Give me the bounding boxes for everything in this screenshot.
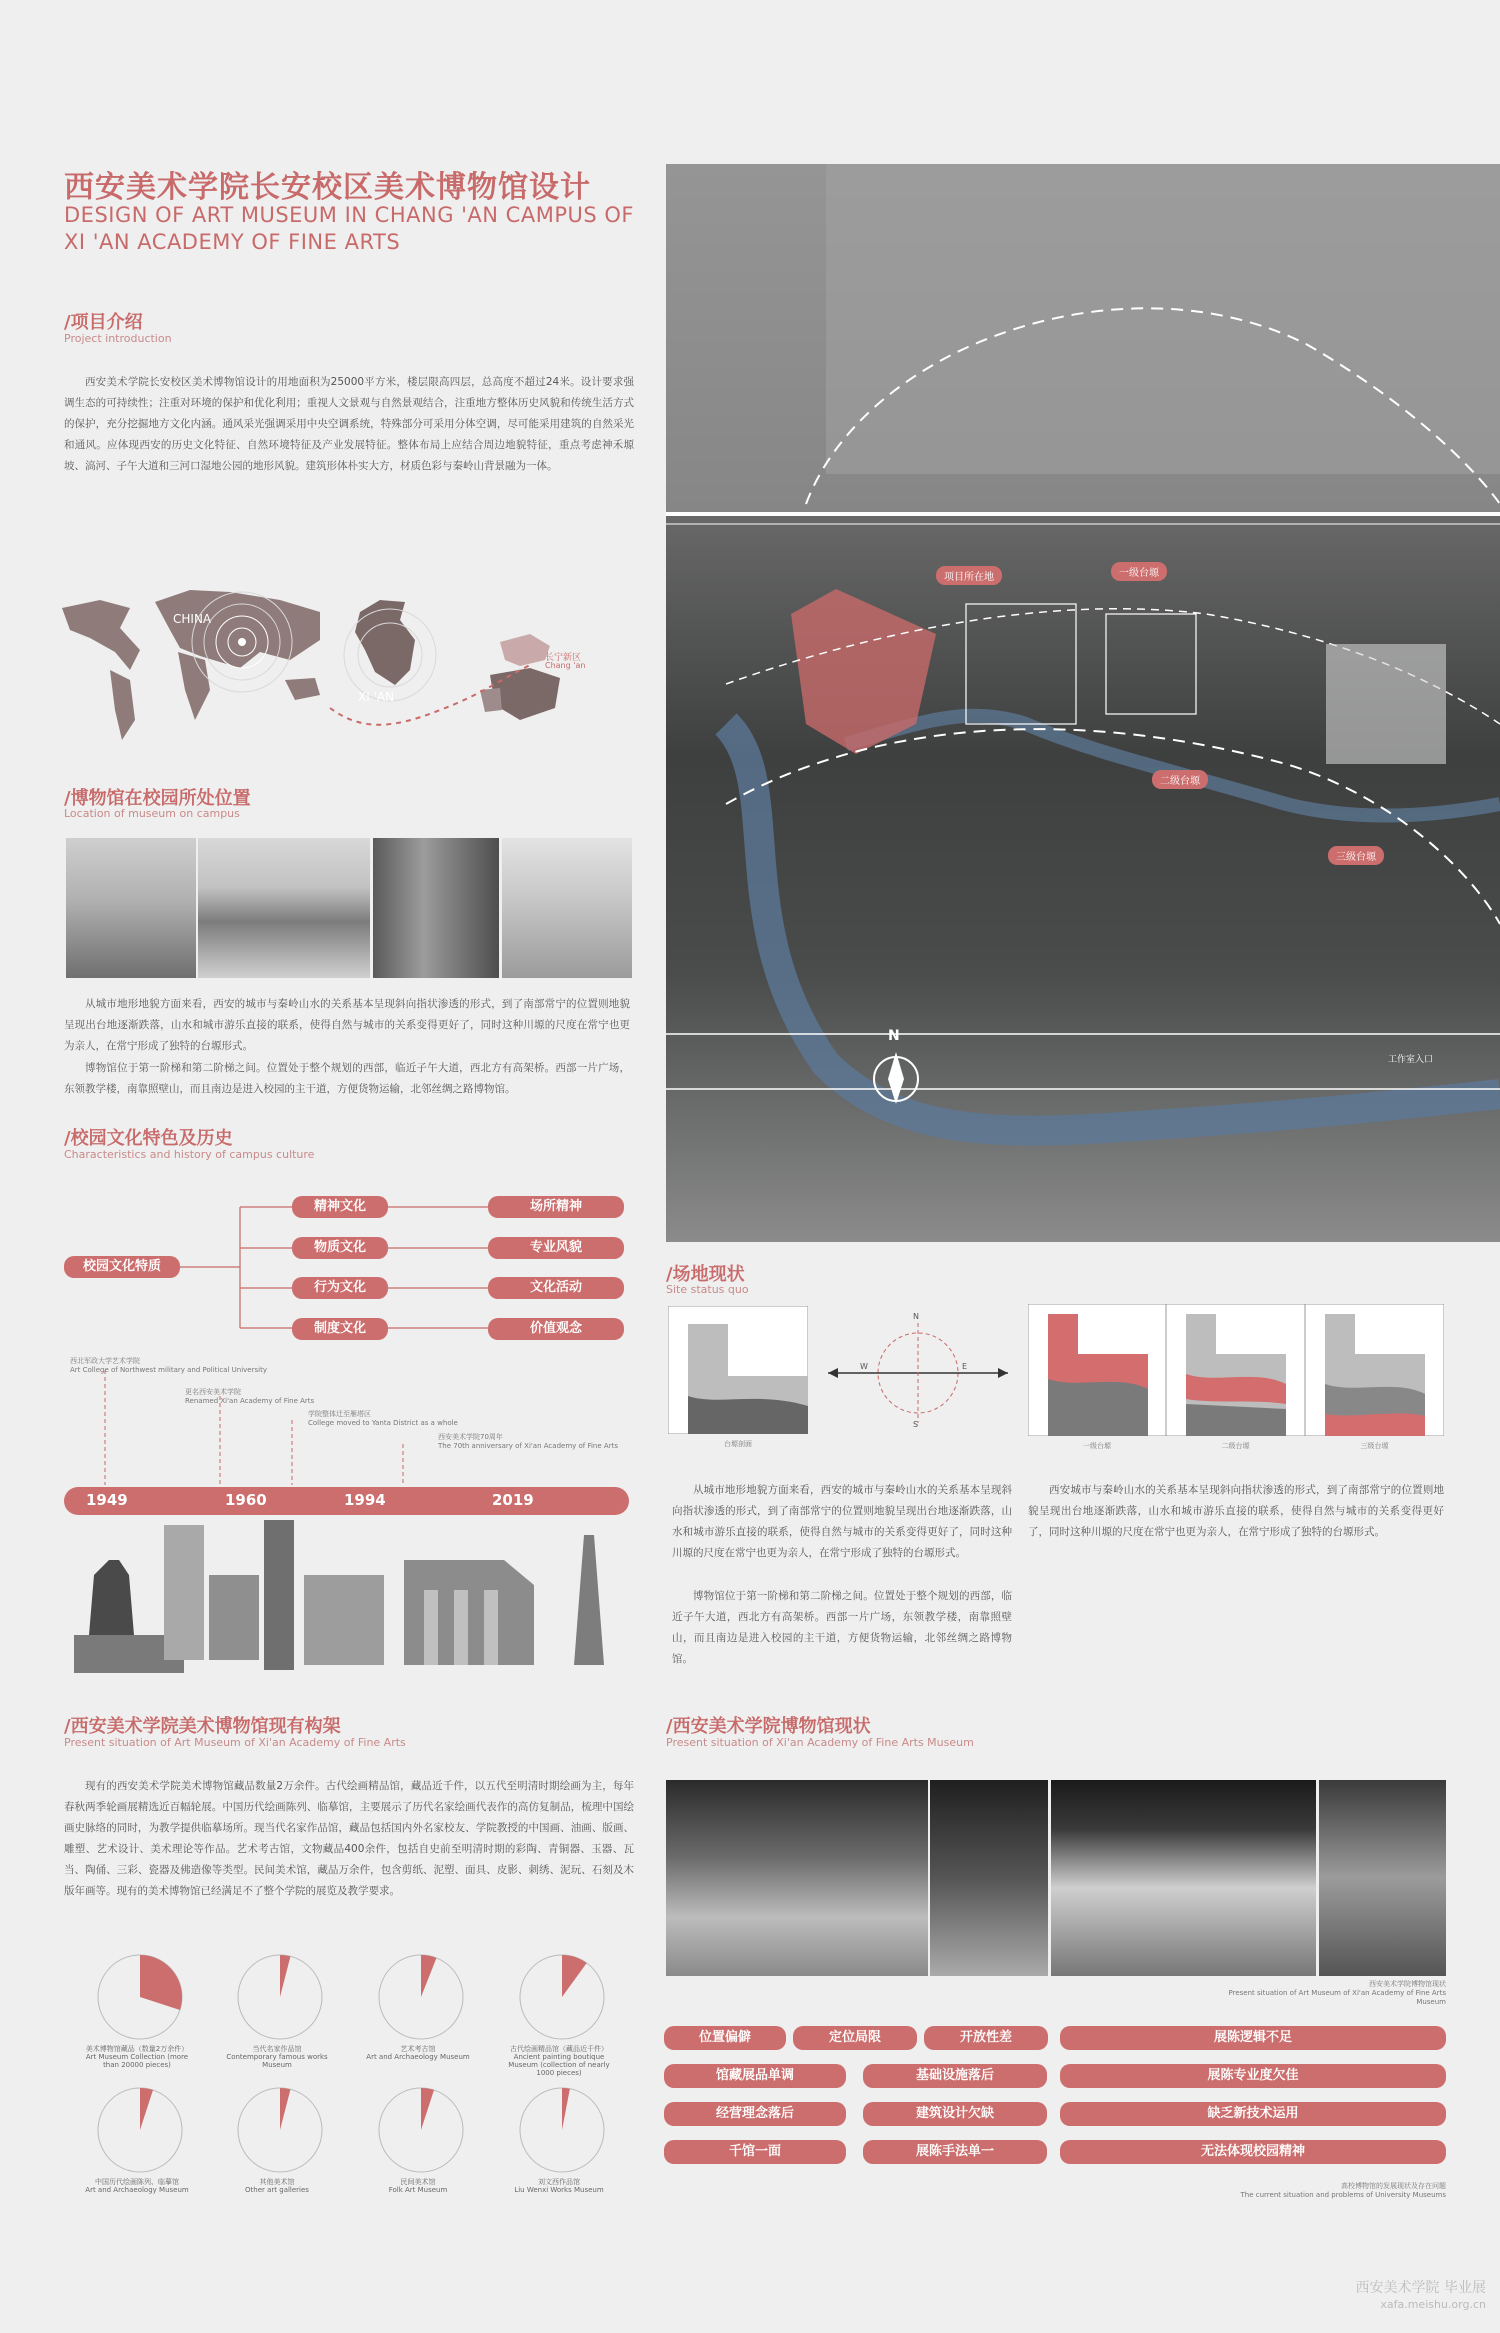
culture-left-3: 制度文化 — [292, 1318, 388, 1340]
problem-1-2: 定位局限 — [793, 2026, 917, 2050]
pie-slice-7 — [562, 2088, 570, 2130]
collection-heading: /西安美术学院美术博物馆现有构架 — [64, 1716, 341, 1737]
map-label-china: CHINA — [173, 612, 212, 626]
page-title-en-2: XI 'AN ACADEMY OF FINE ARTS — [64, 230, 401, 254]
site-cap-right-0: 一级台塬 — [1083, 1442, 1111, 1450]
pie-caption-6-cn: 民间美术馆 — [400, 2178, 436, 2186]
site-text-right: 西安城市与秦岭山水的关系基本呈现斜向指状渗透的形式，到了南部常宁的位置则地貌呈现出台地逐渐跌落，山水和城市游乐直接的联系，使得自然与城市的关系变得更好了，同时这种川塬的尺度在常宁也更为亲人，在常宁形成了独特的台塬形式。 — [1028, 1484, 1444, 1538]
intro-heading: /项目介绍 — [64, 312, 143, 333]
status-photo-3 — [1051, 1780, 1316, 1976]
status-photo-caption — [1210, 1980, 1446, 2007]
compass-n: N — [913, 1312, 919, 1321]
pie-caption-1-cn: 当代名家作品馆 — [252, 2045, 302, 2053]
problem-2-2: 基础设施落后 — [863, 2064, 1047, 2088]
pie-caption-1 — [217, 2045, 337, 2069]
problem-1-3: 开放性差 — [924, 2026, 1048, 2050]
pie-caption-2 — [358, 2045, 478, 2061]
pie-caption-2-en: Art and Archaeology Museum — [366, 2053, 470, 2061]
site-section-left — [668, 1306, 808, 1434]
site-text-left: 从城市地形地貌方面来看，西安的城市与秦岭山水的关系基本呈现斜向指状渗透的形式，到了南部常宁的位置则地貌呈现出台地逐渐跌落，山水和城市游乐直接的联系，使得自然与城市的关系变得更好了，同时这种川塬的尺度在常宁也更为亲人，在常宁形成了独特的台塬形式。 — [672, 1484, 1012, 1559]
timeline-note-1994 — [308, 1410, 508, 1428]
culture-subheading: Characteristics and history of campus culture — [64, 1148, 315, 1161]
problem-4-2: 展陈手法单一 — [863, 2140, 1047, 2164]
map-tag-project-site: 项目所在地 — [936, 566, 1002, 585]
compass-e: E — [962, 1362, 968, 1371]
culture-left-2: 行为文化 — [292, 1277, 388, 1299]
site-map — [666, 164, 1500, 1242]
timeline-note-2019-cn: 西安美术学院70周年 — [438, 1433, 503, 1441]
culture-right-3: 价值观念 — [488, 1318, 624, 1340]
problem-3-1: 经营理念落后 — [664, 2102, 846, 2126]
map-label-changan-en: Chang 'an — [545, 661, 586, 670]
campus-text-1: 从城市地形地貌方面来看，西安的城市与秦岭山水的关系基本呈现斜向指状渗透的形式，到了南部常宁的位置则地貌呈现出台地逐渐跌落，山水和城市游乐直接的联系，使得自然与城市的关系变得更好了，同时这种川塬的尺度在常宁也更为亲人，在常宁形成了独特的台塬形式。 — [64, 998, 630, 1052]
pie-caption-0 — [77, 2045, 197, 2069]
campus-photo-2 — [198, 838, 370, 978]
culture-right-0: 场所精神 — [488, 1196, 624, 1218]
timeline-year-2019: 2019 — [492, 1491, 534, 1509]
status-photo-4 — [1319, 1780, 1446, 1976]
problem-caption — [1180, 2182, 1446, 2200]
intro-subheading: Project introduction — [64, 332, 172, 345]
site-heading: /场地现状 — [666, 1264, 745, 1285]
timeline-year-1960: 1960 — [225, 1491, 267, 1509]
map-label-xian: XI 'AN — [358, 690, 395, 704]
pie-caption-7-cn: 刘文西作品馆 — [538, 2178, 580, 2186]
culture-left-1: 物质文化 — [292, 1237, 388, 1259]
watermark-en: xafa.meishu.org.cn — [1380, 2298, 1486, 2311]
pie-caption-5 — [217, 2178, 337, 2194]
campus-subheading: Location of museum on campus — [64, 807, 240, 820]
timeline-note-1949-cn: 西北军政大学艺术学院 — [70, 1357, 140, 1365]
timeline-leaders — [60, 1360, 640, 1500]
status-heading: /西安美术学院博物馆现状 — [666, 1716, 871, 1737]
history-collage — [64, 1515, 634, 1675]
status-photo-caption-en: Present situation of Art Museum of Xi'an Academy of Fine Arts Museum — [1228, 1989, 1446, 2006]
pie-caption-6 — [358, 2178, 478, 2194]
problem-2-3: 展陈专业度欠佳 — [1060, 2064, 1446, 2088]
pie-caption-0-cn: 美术博物馆藏品（数量2万余件） — [85, 2045, 189, 2053]
compass-w: W — [860, 1362, 868, 1371]
pie-caption-3-cn: 古代绘画精品馆（藏品近千件） — [510, 2045, 608, 2053]
timeline-note-1994-cn: 学院整体迁至雁塔区 — [308, 1410, 371, 1418]
page-title: 西安美术学院长安校区美术博物馆设计 — [64, 170, 591, 205]
pie-caption-3-en: Ancient painting boutique Museum (collection of nearly 1000 pieces) — [508, 2053, 610, 2077]
pie-caption-4-en: Art and Archaeology Museum — [85, 2186, 189, 2194]
problem-caption-en: The current situation and problems of University Museums — [1240, 2191, 1446, 2199]
timeline-year-1994: 1994 — [344, 1491, 386, 1509]
map-tag-terrace-1: 一级台塬 — [1111, 562, 1167, 581]
timeline-note-1994-en: College moved to Yanta District as a whole — [308, 1419, 458, 1427]
pie-slice-1 — [280, 1955, 290, 1997]
status-subheading: Present situation of Xi'an Academy of Fine Arts Museum — [666, 1736, 974, 1749]
problem-4-3: 无法体现校园精神 — [1060, 2140, 1446, 2164]
pie-slice-6 — [421, 2088, 434, 2130]
site-cap-left: 台塬剖面 — [724, 1440, 752, 1448]
pie-caption-5-en: Other art galleries — [245, 2186, 309, 2194]
campus-photo-4 — [502, 838, 632, 978]
pie-caption-2-cn: 艺术考古馆 — [400, 2045, 436, 2053]
culture-heading: /校园文化特色及历史 — [64, 1128, 233, 1149]
map-label-changan: 长宁新区 — [545, 653, 582, 663]
problem-caption-cn: 高校博物馆的发展现状及存在问题 — [1341, 2182, 1446, 2190]
page-title-en-1: DESIGN OF ART MUSEUM IN CHANG 'AN CAMPUS OF — [64, 203, 634, 227]
watermark-cn: 西安美术学院 毕业展 — [1355, 2280, 1486, 2296]
map-entry-label: 工作室入口 — [1388, 1055, 1434, 1065]
collection-text: 现有的西安美术学院美术博物馆藏品数量2万余件。古代绘画精品馆，藏品近千件，以五代至明清时期绘画为主，每年春秋两季轮画展精选近百幅轮展。中国历代绘画陈列、临摹馆，主要展示了历代名家绘画代表作的高仿复制品，梳理中国绘画史脉络的同时，为教学提供临摹场所。现当代名家作品馆，藏品包括国内外名家校友、学院教授的中国画、油画、版画、雕塑、艺术设计、美术理论等作品。艺术考古馆，文物藏品400余件，包括自史前至明清时期的彩陶、青铜器、玉器、瓦当、陶俑、三彩、瓷器及佛造像等类型。民间美术馆，藏品万余件，包含剪纸、泥塑、面具、皮影、刺绣、泥玩、石刻及木版年画等。现有的美术博物馆已经满足不了整个学院的展览及教学要求。 — [64, 1780, 634, 1897]
watermark — [1316, 2280, 1486, 2313]
pie-caption-6-en: Folk Art Museum — [388, 2186, 448, 2194]
compass-s: S — [913, 1420, 919, 1429]
pie-caption-4-cn: 中国历代绘画陈列、临摹馆 — [95, 2178, 179, 2186]
campus-photo-3 — [373, 838, 499, 978]
timeline-note-1960 — [185, 1388, 385, 1406]
site-map-overlay — [666, 164, 1500, 1242]
compass-diagram — [818, 1313, 1018, 1433]
timeline-note-2019 — [438, 1433, 638, 1451]
pie-slice-3 — [562, 1955, 587, 1997]
site-cap-right-1: 二级台塬 — [1221, 1442, 1250, 1450]
problem-1-4: 展陈逻辑不足 — [1060, 2026, 1446, 2050]
pie-slice-0 — [140, 1955, 182, 2010]
map-tag-terrace-2: 二级台塬 — [1152, 770, 1208, 789]
site-sections-right — [1028, 1304, 1444, 1436]
pie-caption-4 — [77, 2178, 197, 2194]
pie-caption-1-en: Contemporary famous works Museum — [226, 2053, 328, 2069]
site-cap-right-2: 三级台塬 — [1360, 1442, 1389, 1450]
culture-left-0: 精神文化 — [292, 1196, 388, 1218]
culture-right-1: 专业风貌 — [488, 1237, 624, 1259]
status-photo-2 — [930, 1780, 1048, 1976]
problem-4-1: 千馆一面 — [664, 2140, 846, 2164]
collection-subheading: Present situation of Art Museum of Xi'an Academy of Fine Arts — [64, 1736, 406, 1749]
site-subheading: Site status quo — [666, 1283, 749, 1296]
map-tag-terrace-3: 三级台塬 — [1328, 846, 1384, 865]
problem-3-2: 建筑设计欠缺 — [863, 2102, 1047, 2126]
status-photo-caption-cn: 西安美术学院博物馆现状 — [1369, 1980, 1446, 1988]
map-north-letter: N — [888, 1028, 900, 1044]
campus-text-2: 博物馆位于第一阶梯和第二阶梯之间。位置处于整个规划的西部，临近子午大道，西北方有高架桥。西部一片广场，东领教学楼，南靠照壁山，而且南边是进入校园的主干道，方便货物运输，北邻丝绸之路博物馆。 — [64, 1062, 630, 1095]
problem-2-1: 馆藏展品单调 — [664, 2064, 846, 2088]
campus-heading: /博物馆在校园所处位置 — [64, 788, 251, 809]
pie-caption-7-en: Liu Wenxi Works Museum — [514, 2186, 604, 2194]
timeline-note-1949 — [70, 1357, 290, 1375]
campus-photo-1 — [66, 838, 196, 978]
intro-text: 西安美术学院长安校区美术博物馆设计的用地面积为25000平方米，楼层限高四层，总高度不超过24米。设计要求强调生态的可持续性；注重对环境的保护和优化利用；重视人文景观与自然景观结合，注重地方整体历史风貌和传统生活方式的保护，充分挖掘地方文化内涵。通风采光强调采用中央空调系统，特殊部分可采用分体空调，尽可能采用建筑的自然采光和通风。应体现西安的历史文化特征、自然环境特征及产业发展特征。整体布局上应结合周边地貌特征，重点考虑神禾塬坡、滈河、子午大道和三河口湿地公园的地形风貌。建筑形体朴实大方，材质色彩与秦岭山背景融为一体。 — [64, 376, 634, 472]
timeline-note-1949-en: Art College of Northwest military and Political University — [70, 1366, 267, 1374]
pie-caption-7 — [499, 2178, 619, 2194]
pie-caption-0-en: Art Museum Collection (more than 20000 pieces) — [85, 2053, 189, 2069]
problem-1-1: 位置偏僻 — [664, 2026, 786, 2050]
site-text-left-2: 博物馆位于第一阶梯和第二阶梯之间。位置处于整个规划的西部，临近子午大道，西北方有高架桥。西部一片广场，东领教学楼，南靠照壁山，而且南边是进入校园的主干道，方便货物运输，北邻丝绸之路博物馆。 — [672, 1590, 1012, 1665]
pie-caption-3 — [499, 2045, 619, 2077]
timeline-note-2019-en: The 70th anniversary of Xi'an Academy of Fine Arts — [438, 1442, 618, 1450]
pie-slice-2 — [421, 1955, 436, 1997]
timeline-year-1949: 1949 — [86, 1491, 128, 1509]
timeline-note-1960-cn: 更名西安美术学院 — [185, 1388, 241, 1396]
culture-root: 校园文化特质 — [64, 1256, 180, 1278]
culture-right-2: 文化活动 — [488, 1277, 624, 1299]
problem-3-3: 缺乏新技术运用 — [1060, 2102, 1446, 2126]
status-photo-1 — [666, 1780, 928, 1976]
pie-slice-5 — [280, 2088, 290, 2130]
pie-caption-5-cn: 其他美术馆 — [259, 2178, 295, 2186]
pie-slice-4 — [140, 2088, 153, 2130]
timeline-note-1960-en: Renamed Xi'an Academy of Fine Arts — [185, 1397, 315, 1405]
